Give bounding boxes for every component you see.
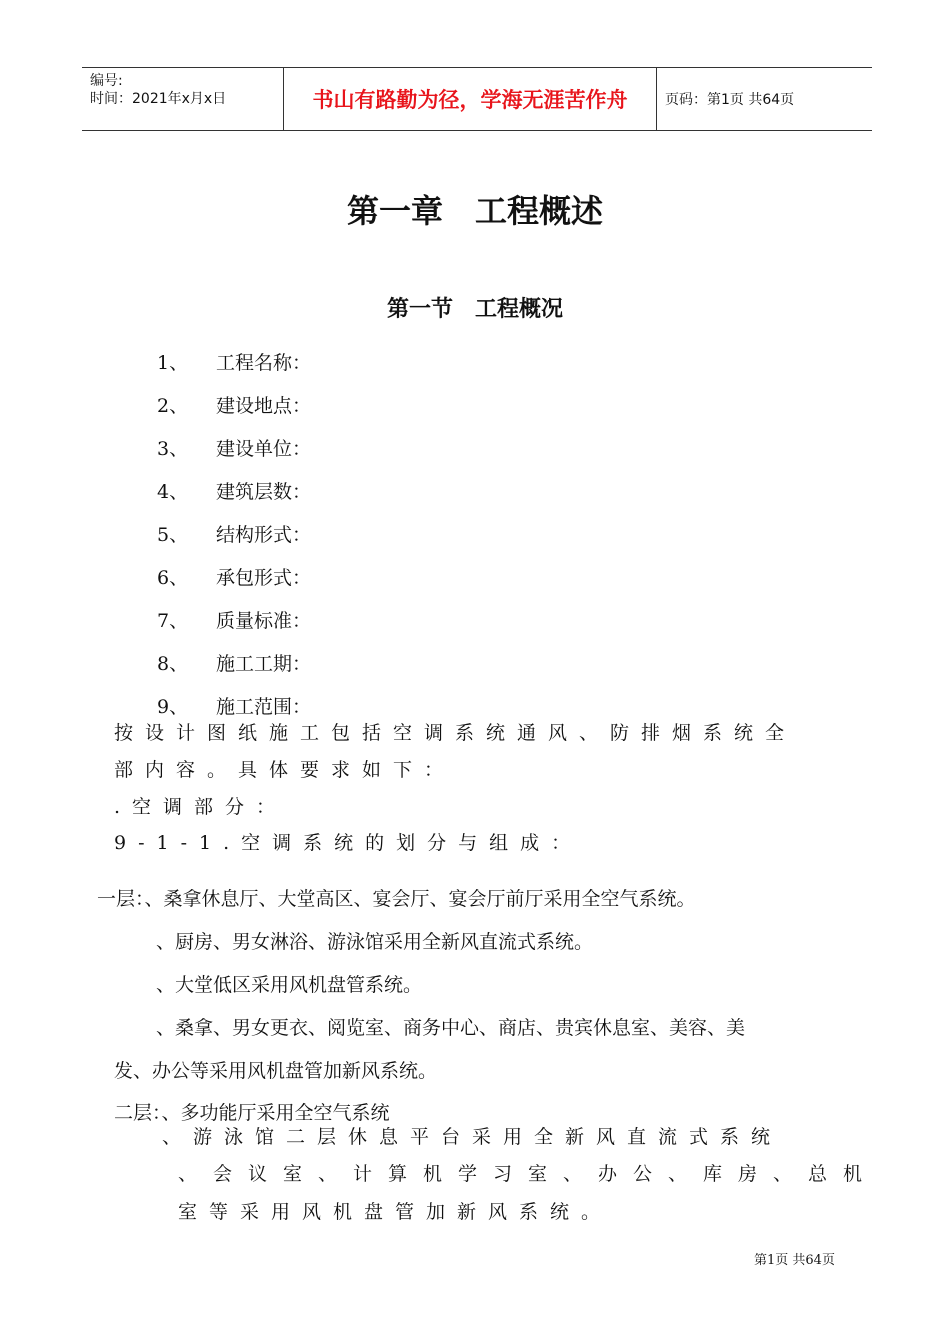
list-item-label: 施工范围： (216, 696, 312, 718)
document-time-label: 时间：2021年x月x日 (90, 91, 227, 107)
list-item-label: 施工工期： (216, 653, 312, 675)
floor-2-line-2: 、游泳馆二层休息平台采用全新风直流式系统 (162, 1126, 783, 1148)
chapter-title: 第一章 工程概述 (346, 192, 603, 230)
list-item-number: 5、 (157, 524, 189, 546)
ac-section-heading: .空调部分： (114, 796, 288, 818)
list-item-label: 结构形式： (216, 524, 312, 546)
list-item-number: 8、 (157, 653, 189, 675)
list-item-number: 2、 (157, 395, 189, 417)
list-item-label: 建设地点： (216, 395, 312, 417)
list-item-number: 7、 (157, 610, 189, 632)
list-item-label: 承包形式： (216, 567, 312, 589)
list-item-label: 质量标准： (216, 610, 312, 632)
floor-2-line-3: 、会议室、计算机学习室、办公、库房、总机 (178, 1163, 879, 1185)
list-item-number: 4、 (157, 481, 189, 503)
floor-1-line-2: 、厨房、男女淋浴、游泳馆采用全新风直流式系统。 (156, 931, 594, 953)
floor-1-line-4: 、桑拿、男女更衣、阅览室、商务中心、商店、贵宾休息室、美容、美 (156, 1017, 746, 1039)
page-header (82, 67, 872, 131)
section-title: 第一节 工程概况 (386, 297, 563, 322)
list-item-label: 建筑层数： (216, 481, 312, 503)
floor-1-line-3: 、大堂低区采用风机盘管系统。 (156, 974, 423, 996)
list-item-number: 1、 (157, 352, 189, 374)
list-item-label: 工程名称： (216, 352, 312, 374)
floor-1-line-5: 发、办公等采用风机盘管加新风系统。 (114, 1060, 438, 1082)
header-motto: 书山有路勤为径，学海无涯苦作舟 (312, 88, 628, 112)
page-footer: 第1页 共64页 (754, 1253, 835, 1268)
floor-2-line-4: 室等采用风机盘管加新风系统。 (178, 1201, 613, 1223)
header-page-label: 页码：第1页 共64页 (665, 92, 795, 108)
document-number-label: 编号: (90, 73, 123, 89)
list-item-number: 6、 (157, 567, 189, 589)
floor-2-line-1: 二层：、多功能厅采用全空气系统 (114, 1102, 390, 1124)
header-meta (82, 68, 282, 130)
floor-1-line-1: 一层：、桑拿休息厅、大堂高区、宴会厅、宴会厅前厅采用全空气系统。 (97, 888, 696, 910)
list-item-label: 建设单位： (216, 438, 312, 460)
list-item-number: 3、 (157, 438, 189, 460)
scope-text-line-1: 按设计图纸施工包括空调系统通风、防排烟系统全 (114, 722, 797, 744)
list-item-number: 9、 (157, 696, 189, 718)
header-motto-cell (283, 68, 657, 130)
scope-text-line-2: 部内容。具体要求如下： (114, 759, 456, 781)
ac-subsection-heading: 9-1-1.空调系统的划分与组成： (114, 832, 583, 854)
